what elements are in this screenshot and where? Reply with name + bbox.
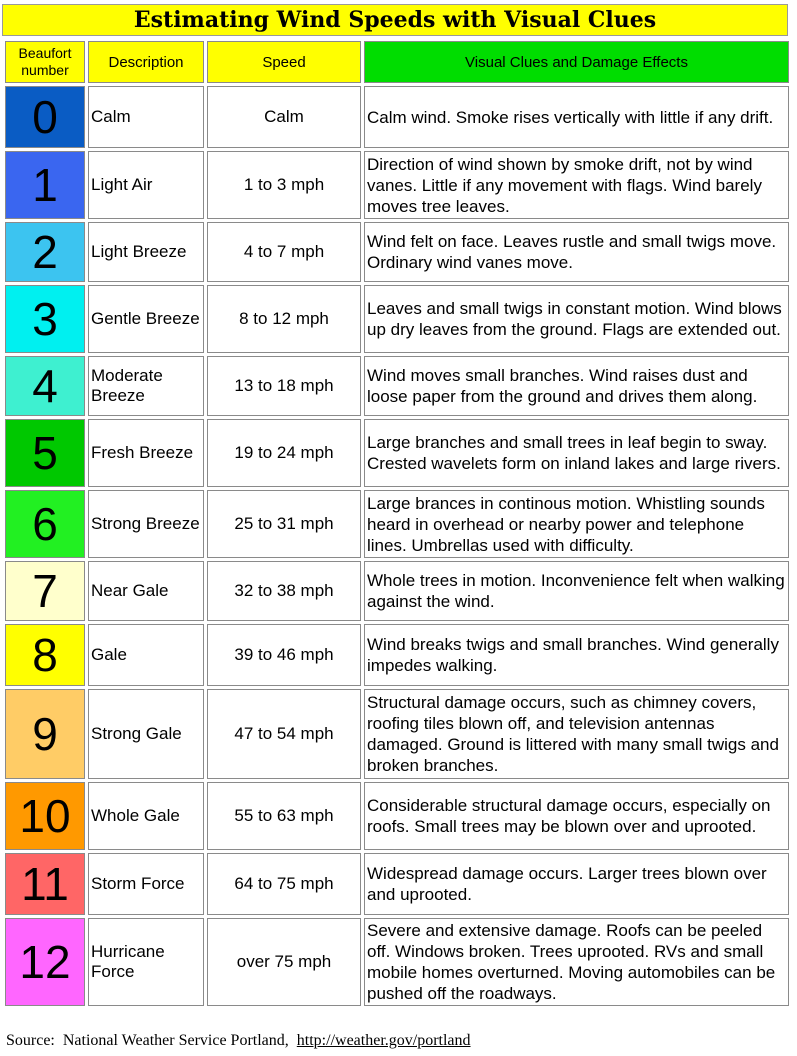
beaufort-number-cell: 4 xyxy=(5,356,85,416)
header-description: Description xyxy=(88,41,204,83)
table-row xyxy=(5,624,789,686)
speed-cell: 64 to 75 mph xyxy=(207,853,361,915)
effects-cell: Severe and extensive damage. Roofs can be peeled off. Windows broken. Trees uprooted. RVs and small mobile homes overturned. Moving automobiles can be pushed off the roadways. xyxy=(364,918,789,1006)
effects-cell: Wind moves small branches. Wind raises dust and loose paper from the ground and drives them along. xyxy=(364,356,789,416)
beaufort-number-cell: 6 xyxy=(5,490,85,558)
speed-cell: Calm xyxy=(207,86,361,148)
description-cell: Gale xyxy=(88,624,204,686)
header-speed: Speed xyxy=(207,41,361,83)
beaufort-number-cell: 0 xyxy=(5,86,85,148)
speed-cell: 4 to 7 mph xyxy=(207,222,361,282)
beaufort-number-cell: 1 xyxy=(5,151,85,219)
speed-cell: 25 to 31 mph xyxy=(207,490,361,558)
table-row xyxy=(5,285,789,353)
beaufort-number-cell: 11 xyxy=(5,853,85,915)
speed-cell: 47 to 54 mph xyxy=(207,689,361,779)
table-row xyxy=(5,918,789,1006)
beaufort-table xyxy=(2,38,792,1009)
speed-cell: 55 to 63 mph xyxy=(207,782,361,850)
description-cell: Storm Force xyxy=(88,853,204,915)
effects-cell: Large branches and small trees in leaf begin to sway. Crested wavelets form on inland lakes and large rivers. xyxy=(364,419,789,487)
table-row xyxy=(5,86,789,148)
source-label: Source: xyxy=(6,1032,55,1049)
table-row xyxy=(5,356,789,416)
description-cell: Strong Breeze xyxy=(88,490,204,558)
effects-cell: Structural damage occurs, such as chimney covers, roofing tiles blown off, and television antennas damaged. Ground is littered with many small twigs and broken branches. xyxy=(364,689,789,779)
beaufort-number-cell: 2 xyxy=(5,222,85,282)
description-cell: Whole Gale xyxy=(88,782,204,850)
header-beaufort: Beaufort number xyxy=(5,41,85,83)
table-row xyxy=(5,782,789,850)
effects-cell: Direction of wind shown by smoke drift, not by wind vanes. Little if any movement with flags. Wind barely moves tree leaves. xyxy=(364,151,789,219)
table-row xyxy=(5,853,789,915)
description-cell: Moderate Breeze xyxy=(88,356,204,416)
source-line xyxy=(6,1032,471,1050)
description-cell: Hurricane Force xyxy=(88,918,204,1006)
beaufort-number-cell: 8 xyxy=(5,624,85,686)
speed-cell: 8 to 12 mph xyxy=(207,285,361,353)
description-cell: Light Breeze xyxy=(88,222,204,282)
table-row xyxy=(5,419,789,487)
table-row xyxy=(5,490,789,558)
description-cell: Strong Gale xyxy=(88,689,204,779)
table-row xyxy=(5,151,789,219)
effects-cell: Considerable structural damage occurs, especially on roofs. Small trees may be blown over and uprooted. xyxy=(364,782,789,850)
beaufort-number-cell: 5 xyxy=(5,419,85,487)
description-cell: Fresh Breeze xyxy=(88,419,204,487)
effects-cell: Whole trees in motion. Inconvenience felt when walking against the wind. xyxy=(364,561,789,621)
table-row xyxy=(5,689,789,779)
speed-cell: 13 to 18 mph xyxy=(207,356,361,416)
effects-cell: Wind breaks twigs and small branches. Wind generally impedes walking. xyxy=(364,624,789,686)
table-row xyxy=(5,222,789,282)
effects-cell: Leaves and small twigs in constant motion. Wind blows up dry leaves from the ground. Flags are extended out. xyxy=(364,285,789,353)
beaufort-number-cell: 9 xyxy=(5,689,85,779)
header-row xyxy=(5,41,789,83)
speed-cell: 39 to 46 mph xyxy=(207,624,361,686)
table-row xyxy=(5,561,789,621)
description-cell: Near Gale xyxy=(88,561,204,621)
speed-cell: 1 to 3 mph xyxy=(207,151,361,219)
beaufort-number-cell: 7 xyxy=(5,561,85,621)
page-title: Estimating Wind Speeds with Visual Clues xyxy=(2,4,788,36)
speed-cell: 32 to 38 mph xyxy=(207,561,361,621)
speed-cell: 19 to 24 mph xyxy=(207,419,361,487)
source-url[interactable]: http://weather.gov/portland xyxy=(296,1032,471,1049)
table-body xyxy=(5,86,789,1006)
beaufort-number-cell: 12 xyxy=(5,918,85,1006)
beaufort-number-cell: 3 xyxy=(5,285,85,353)
description-cell: Gentle Breeze xyxy=(88,285,204,353)
description-cell: Light Air xyxy=(88,151,204,219)
header-effects: Visual Clues and Damage Effects xyxy=(364,41,789,83)
speed-cell: over 75 mph xyxy=(207,918,361,1006)
effects-cell: Calm wind. Smoke rises vertically with little if any drift. xyxy=(364,86,789,148)
effects-cell: Wind felt on face. Leaves rustle and small twigs move. Ordinary wind vanes move. xyxy=(364,222,789,282)
beaufort-number-cell: 10 xyxy=(5,782,85,850)
effects-cell: Large brances in continous motion. Whistling sounds heard in overhead or nearby power and telephone lines. Umbrellas used with difficulty. xyxy=(364,490,789,558)
source-org: National Weather Service Portland, xyxy=(62,1032,289,1049)
description-cell: Calm xyxy=(88,86,204,148)
effects-cell: Widespread damage occurs. Larger trees blown over and uprooted. xyxy=(364,853,789,915)
